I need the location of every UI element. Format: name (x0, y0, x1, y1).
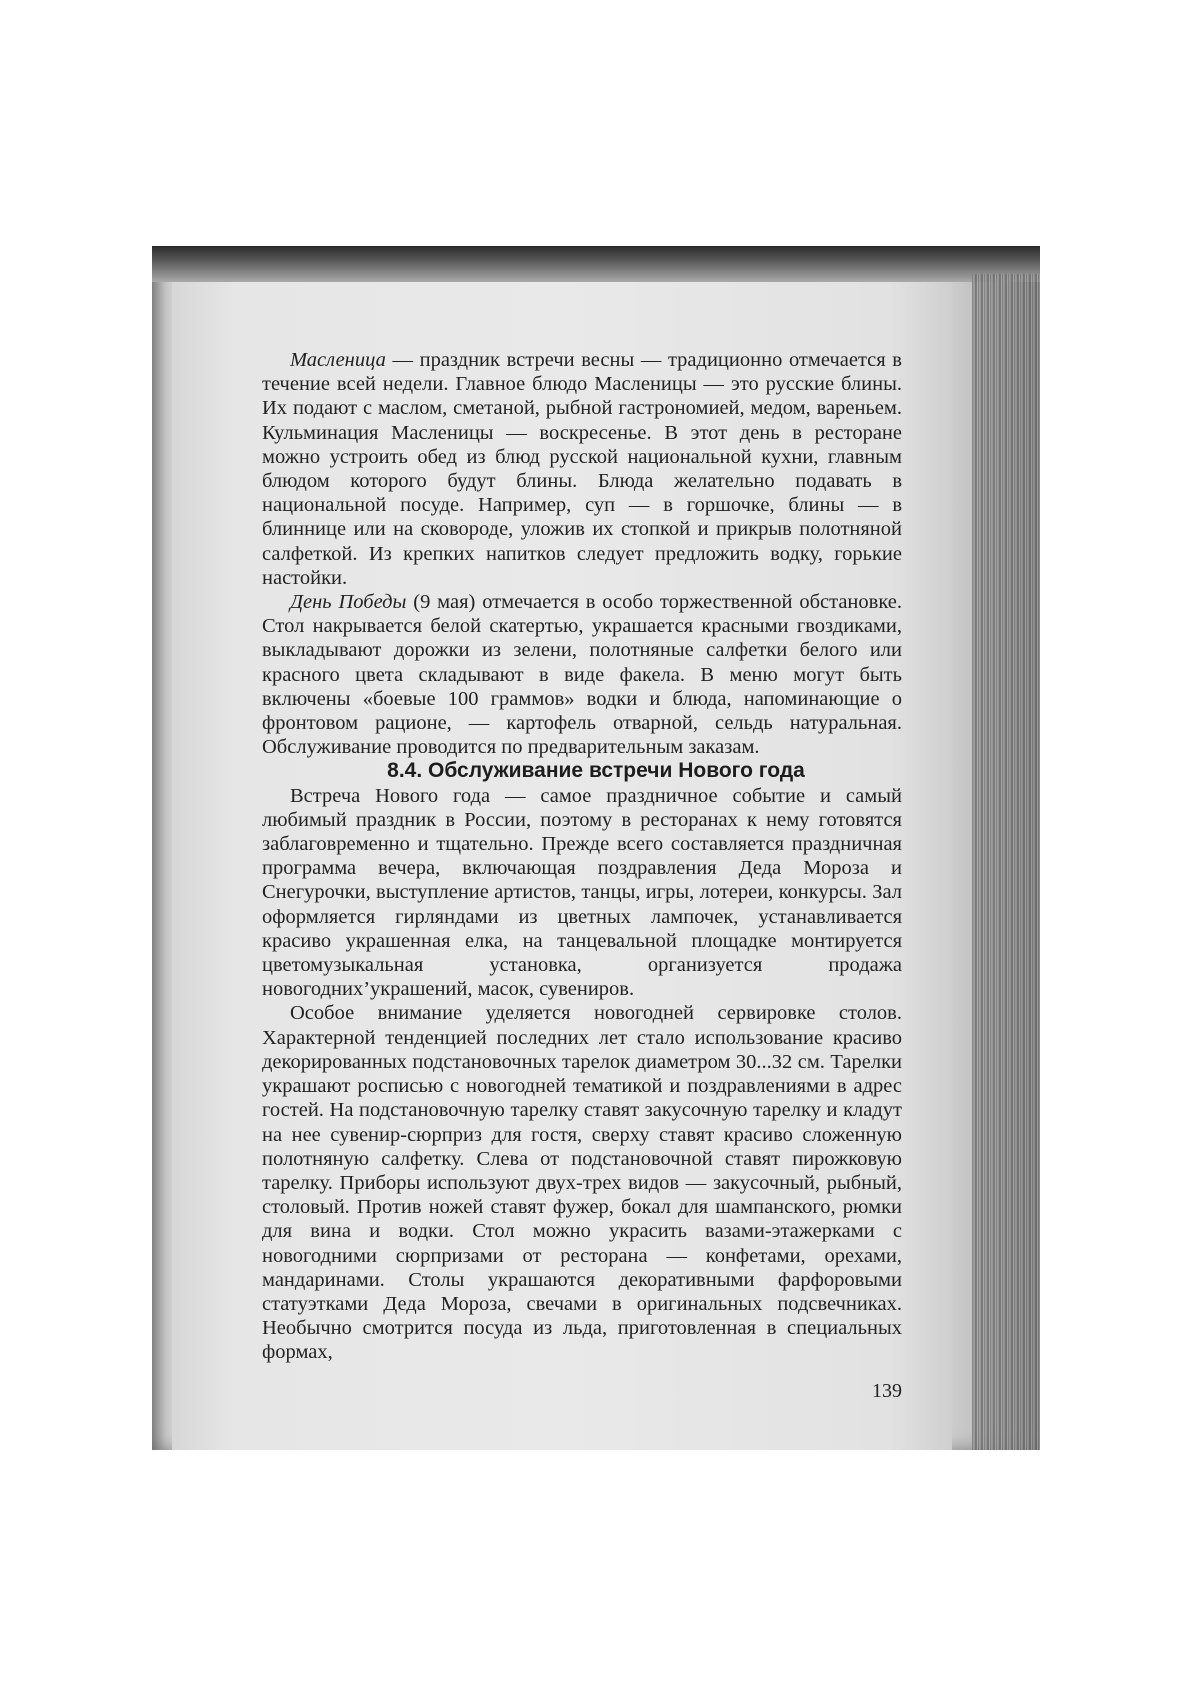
paragraph-maslenitsa (262, 348, 902, 590)
paragraph-table-setting: Особое внимание уделяется новогодней сервировке столов. Характерной тенденцией последних лет стало использование красиво декорированных подстановочных тарелок диаметром 30...32 см. Тарелки украшают росписью с новогодней тематикой и поздравлениями в адрес гостей. На подстановочную тарелку ставят закусочную тарелку и кладут на нее сувенир-сюрприз для гостя, сверху ставят красиво сложенную полотняную салфетку. Слева от подстановочной ставят пирожковую тарелку. Приборы используют двух-трех видов — закусочный, рыбный, столовый. Против ножей ставят фужер, бокал для шампанского, рюмки для вина и водки. Стол можно украсить вазами-этажерками с новогодними сюрпризами от ресторана — конфетами, орехами, мандаринами. Столы украшаются декоративными фарфоровыми статуэтками Деда Мороза, свечами в оригинальных подсвечниках. Необычно смотрится посуда из льда, приготовленная в специальных формах, (262, 1002, 902, 1364)
scanned-book-spread (152, 246, 1040, 1450)
section-heading: 8.4. Обслуживание встречи Нового года (387, 759, 805, 783)
scan-top-shadow (152, 246, 1040, 282)
book-page-edges (972, 274, 1040, 1450)
paragraph-maslenitsa-text: — праздник встречи весны — традиционно отмечается в течение всей недели. Главное блюдо Масленицы — это русские блины. Их подают с маслом, сметаной, рыбной гастрономией, медом, вареньем. Кульминация Масленицы — воскресенье. В этот день в ресторане можно устроить обед из блюд русской национальной кухни, главным блюдом которого будут блины. Блюда желательно подавать в национальной посуде. Например, суп — в горшочке, блины — в блиннице или на сковороде, уложив их стопкой и прикрыв полотняной салфеткой. Из крепких напитков следует предложить водку, горькие настойки. (262, 349, 902, 589)
page-number: 139 (872, 1380, 902, 1402)
page-content (262, 348, 902, 1365)
term-maslenitsa: Масленица (290, 349, 386, 371)
term-victory-day: День Победы (290, 591, 407, 614)
paragraph-victory-day (262, 590, 902, 759)
book-page (172, 282, 952, 1450)
paragraph-new-year: Встреча Нового года — самое праздничное событие и самый любимый праздник в России, поэтому в ресторанах к нему готовятся заблаговременно и тщательно. Прежде всего составляется праздничная программа вечера, включающая поздравления Деда Мороза и Снегурочки, выступление артистов, танцы, игры, лотереи, конкурсы. Зал оформляется гирляндами из цветных лампочек, устанавливается красиво украшенная елка, на танцевальной площадке монтируется цветомузыкальная установка, организуется продажа новогодних’украшений, масок, сувениров. (262, 784, 902, 1001)
paragraph-victory-day-text: (9 мая) отмечается в особо торжественной обстановке. Стол накрывается белой скатертью, украшается красными гвоздиками, выкладывают дорожки из зелени, полотняные салфетки белого или красного цвета складывают в виде факела. В меню могут быть включены «боевые 100 граммов» водки и блюда, напоминающие о фронтовом рационе, — картофель отварной, сельдь натуральная. Обслуживание проводится по предварительным заказам. (262, 591, 902, 759)
